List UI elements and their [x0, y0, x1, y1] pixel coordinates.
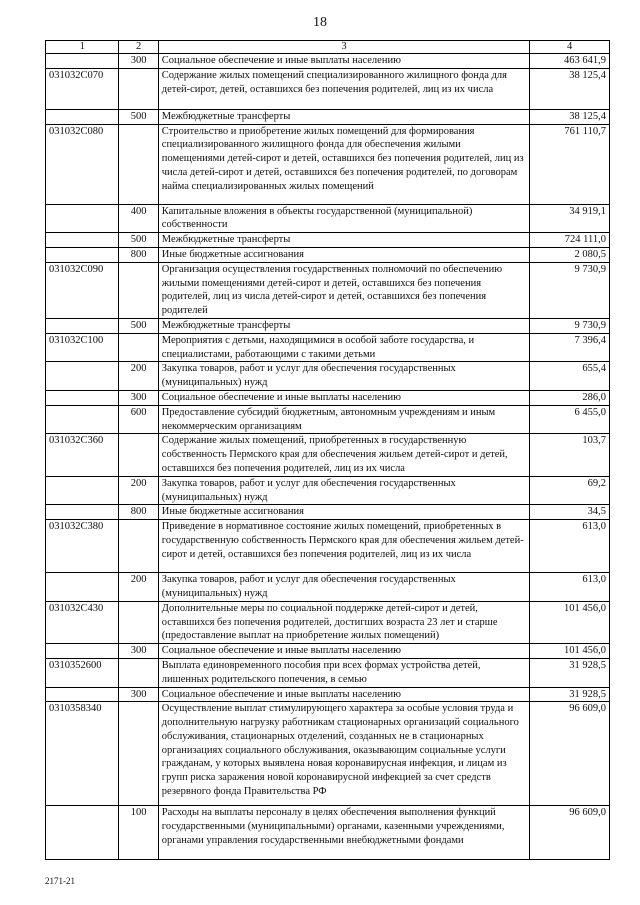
description-cell: Выплата единовременного пособия при всех формах устройства детей, лишенных родительского попечения, в семью — [158, 658, 529, 687]
table-row — [46, 520, 610, 573]
table-row — [46, 333, 610, 362]
expense-type-cell — [119, 124, 158, 204]
header-col-1: 1 — [46, 41, 119, 54]
target-code-cell: 031032С090 — [46, 262, 119, 318]
amount-cell: 7 396,4 — [530, 333, 610, 362]
amount-cell: 34,5 — [530, 505, 610, 520]
description-cell: Социальное обеспечение и иные выплаты населению — [158, 644, 529, 659]
table-row — [46, 658, 610, 687]
description-cell: Закупка товаров, работ и услуг для обеспечения государственных (муниципальных) нужд — [158, 476, 529, 505]
expense-type-cell: 400 — [119, 204, 158, 233]
table-body — [46, 54, 610, 860]
target-code-cell — [46, 318, 119, 333]
description-cell: Закупка товаров, работ и услуг для обеспечения государственных (муниципальных) нужд — [158, 573, 529, 602]
expense-type-cell: 500 — [119, 233, 158, 248]
table-row — [46, 109, 610, 124]
amount-cell: 286,0 — [530, 390, 610, 405]
expense-type-cell: 100 — [119, 806, 158, 860]
description-cell: Дополнительные меры по социальной поддержке детей-сирот и детей, оставшихся без попечения родителей, достигших возраста 23 лет и старше (предоставление выплат на приобретение жилых помещений) — [158, 601, 529, 643]
target-code-cell — [46, 687, 119, 702]
expense-type-cell: 300 — [119, 644, 158, 659]
amount-cell: 101 456,0 — [530, 644, 610, 659]
expense-type-cell — [119, 702, 158, 806]
target-code-cell: 031032С380 — [46, 520, 119, 573]
table-row — [46, 390, 610, 405]
target-code-cell: 0310358340 — [46, 702, 119, 806]
table-row — [46, 806, 610, 860]
table-row — [46, 233, 610, 248]
expense-type-cell — [119, 68, 158, 109]
expense-type-cell — [119, 658, 158, 687]
amount-cell: 101 456,0 — [530, 601, 610, 643]
table-row — [46, 687, 610, 702]
amount-cell: 96 609,0 — [530, 702, 610, 806]
target-code-cell — [46, 233, 119, 248]
target-code-cell: 0310352600 — [46, 658, 119, 687]
header-col-4: 4 — [530, 41, 610, 54]
expense-type-cell — [119, 262, 158, 318]
amount-cell: 724 111,0 — [530, 233, 610, 248]
amount-cell: 613,0 — [530, 520, 610, 573]
target-code-cell — [46, 204, 119, 233]
amount-cell: 9 730,9 — [530, 262, 610, 318]
description-cell: Межбюджетные трансферты — [158, 109, 529, 124]
description-cell: Межбюджетные трансферты — [158, 233, 529, 248]
table-row — [46, 644, 610, 659]
table-row — [46, 405, 610, 434]
target-code-cell — [46, 644, 119, 659]
description-cell: Социальное обеспечение и иные выплаты населению — [158, 687, 529, 702]
amount-cell: 31 928,5 — [530, 658, 610, 687]
expense-type-cell: 200 — [119, 362, 158, 391]
target-code-cell: 031032С360 — [46, 434, 119, 476]
table-row — [46, 505, 610, 520]
table-row — [46, 204, 610, 233]
expense-type-cell: 500 — [119, 318, 158, 333]
expense-type-cell: 200 — [119, 476, 158, 505]
description-cell: Иные бюджетные ассигнования — [158, 505, 529, 520]
amount-cell: 463 641,9 — [530, 54, 610, 69]
expense-type-cell: 800 — [119, 247, 158, 262]
description-cell: Иные бюджетные ассигнования — [158, 247, 529, 262]
expense-type-cell: 300 — [119, 390, 158, 405]
amount-cell: 2 080,5 — [530, 247, 610, 262]
header-col-3: 3 — [158, 41, 529, 54]
amount-cell: 655,4 — [530, 362, 610, 391]
table-row — [46, 476, 610, 505]
description-cell: Социальное обеспечение и иные выплаты населению — [158, 54, 529, 69]
target-code-cell: 031032С070 — [46, 68, 119, 109]
page-number: 18 — [313, 15, 327, 30]
description-cell: Социальное обеспечение и иные выплаты населению — [158, 390, 529, 405]
expense-type-cell: 800 — [119, 505, 158, 520]
table-row — [46, 247, 610, 262]
description-cell: Строительство и приобретение жилых помещений для формирования специализированного жилищного фонда для обеспечения жилыми помещениями детей-сирот и детей, оставшихся без попечения родителей, лиц из числа детей-сирот и детей, оставшихся без попечения родителей, по договорам найма специализированных жилых помещений — [158, 124, 529, 204]
budget-table — [45, 40, 610, 860]
table-row — [46, 262, 610, 318]
target-code-cell: 031032С080 — [46, 124, 119, 204]
expense-type-cell: 300 — [119, 54, 158, 69]
description-cell: Межбюджетные трансферты — [158, 318, 529, 333]
expense-type-cell: 200 — [119, 573, 158, 602]
expense-type-cell: 300 — [119, 687, 158, 702]
target-code-cell — [46, 806, 119, 860]
expense-type-cell: 500 — [119, 109, 158, 124]
expense-type-cell: 600 — [119, 405, 158, 434]
amount-cell: 38 125,4 — [530, 109, 610, 124]
expense-type-cell — [119, 434, 158, 476]
target-code-cell — [46, 54, 119, 69]
table-header-row — [46, 41, 610, 54]
description-cell: Содержание жилых помещений специализированного жилищного фонда для детей-сирот, детей, оставшихся без попечения родителей, лиц из их числа — [158, 68, 529, 109]
amount-cell: 69,2 — [530, 476, 610, 505]
description-cell: Предоставление субсидий бюджетным, автономным учреждениям и иным некоммерческим организациям — [158, 405, 529, 434]
target-code-cell — [46, 505, 119, 520]
table-row — [46, 601, 610, 643]
expense-type-cell — [119, 601, 158, 643]
amount-cell: 34 919,1 — [530, 204, 610, 233]
description-cell: Закупка товаров, работ и услуг для обеспечения государственных (муниципальных) нужд — [158, 362, 529, 391]
description-cell: Содержание жилых помещений, приобретенных в государственную собственность Пермского края для обеспечения жильем детей-сирот и детей, оставшихся без попечения родителей, лиц из их числа — [158, 434, 529, 476]
description-cell: Расходы на выплаты персоналу в целях обеспечения выполнения функций государственными (муниципальными) органами, казенными учреждениями, органами управления государственными внебюджетными фондами — [158, 806, 529, 860]
target-code-cell — [46, 390, 119, 405]
document-code: 2171-21 — [45, 876, 75, 886]
table-row — [46, 702, 610, 806]
amount-cell: 103,7 — [530, 434, 610, 476]
expense-type-cell — [119, 333, 158, 362]
table-row — [46, 68, 610, 109]
amount-cell: 761 110,7 — [530, 124, 610, 204]
table-row — [46, 318, 610, 333]
description-cell: Осуществление выплат стимулирующего характера за особые условия труда и дополнительную нагрузку работникам стационарных организаций социального обслуживания, стационарных отделений, созданных не в стационарных организациях социального обслуживания, оказывающим социальные услуги гражданам, у которых выявлена новая коронавирусная инфекция, и лицам из групп риска заражения новой коронавирусной инфекцией за счет средств резервного фонда Правительства РФ — [158, 702, 529, 806]
table-row — [46, 54, 610, 69]
description-cell: Мероприятия с детьми, находящимися в особой заботе государства, и специалистами, работающими с такими детьми — [158, 333, 529, 362]
table-row — [46, 573, 610, 602]
amount-cell: 9 730,9 — [530, 318, 610, 333]
target-code-cell — [46, 476, 119, 505]
target-code-cell — [46, 247, 119, 262]
description-cell: Организация осуществления государственных полномочий по обеспечению жилыми помещениями детей-сирот и детей, оставшихся без попечения родителей, лиц из числа детей-сирот и детей, оставшихся без попечения родителей — [158, 262, 529, 318]
target-code-cell — [46, 405, 119, 434]
target-code-cell — [46, 362, 119, 391]
target-code-cell: 031032С100 — [46, 333, 119, 362]
header-col-2: 2 — [119, 41, 158, 54]
table-row — [46, 434, 610, 476]
amount-cell: 613,0 — [530, 573, 610, 602]
description-cell: Приведение в нормативное состояние жилых помещений, приобретенных в государственную собственность Пермского края для обеспечения жильем детей-сирот и детей, оставшихся без попечения родителей, лиц из их числа — [158, 520, 529, 573]
amount-cell: 31 928,5 — [530, 687, 610, 702]
target-code-cell: 031032С430 — [46, 601, 119, 643]
amount-cell: 38 125,4 — [530, 68, 610, 109]
table-row — [46, 124, 610, 204]
description-cell: Капитальные вложения в объекты государственной (муниципальной) собственности — [158, 204, 529, 233]
amount-cell: 6 455,0 — [530, 405, 610, 434]
target-code-cell — [46, 573, 119, 602]
target-code-cell — [46, 109, 119, 124]
table-row — [46, 362, 610, 391]
expense-type-cell — [119, 520, 158, 573]
amount-cell: 96 609,0 — [530, 806, 610, 860]
